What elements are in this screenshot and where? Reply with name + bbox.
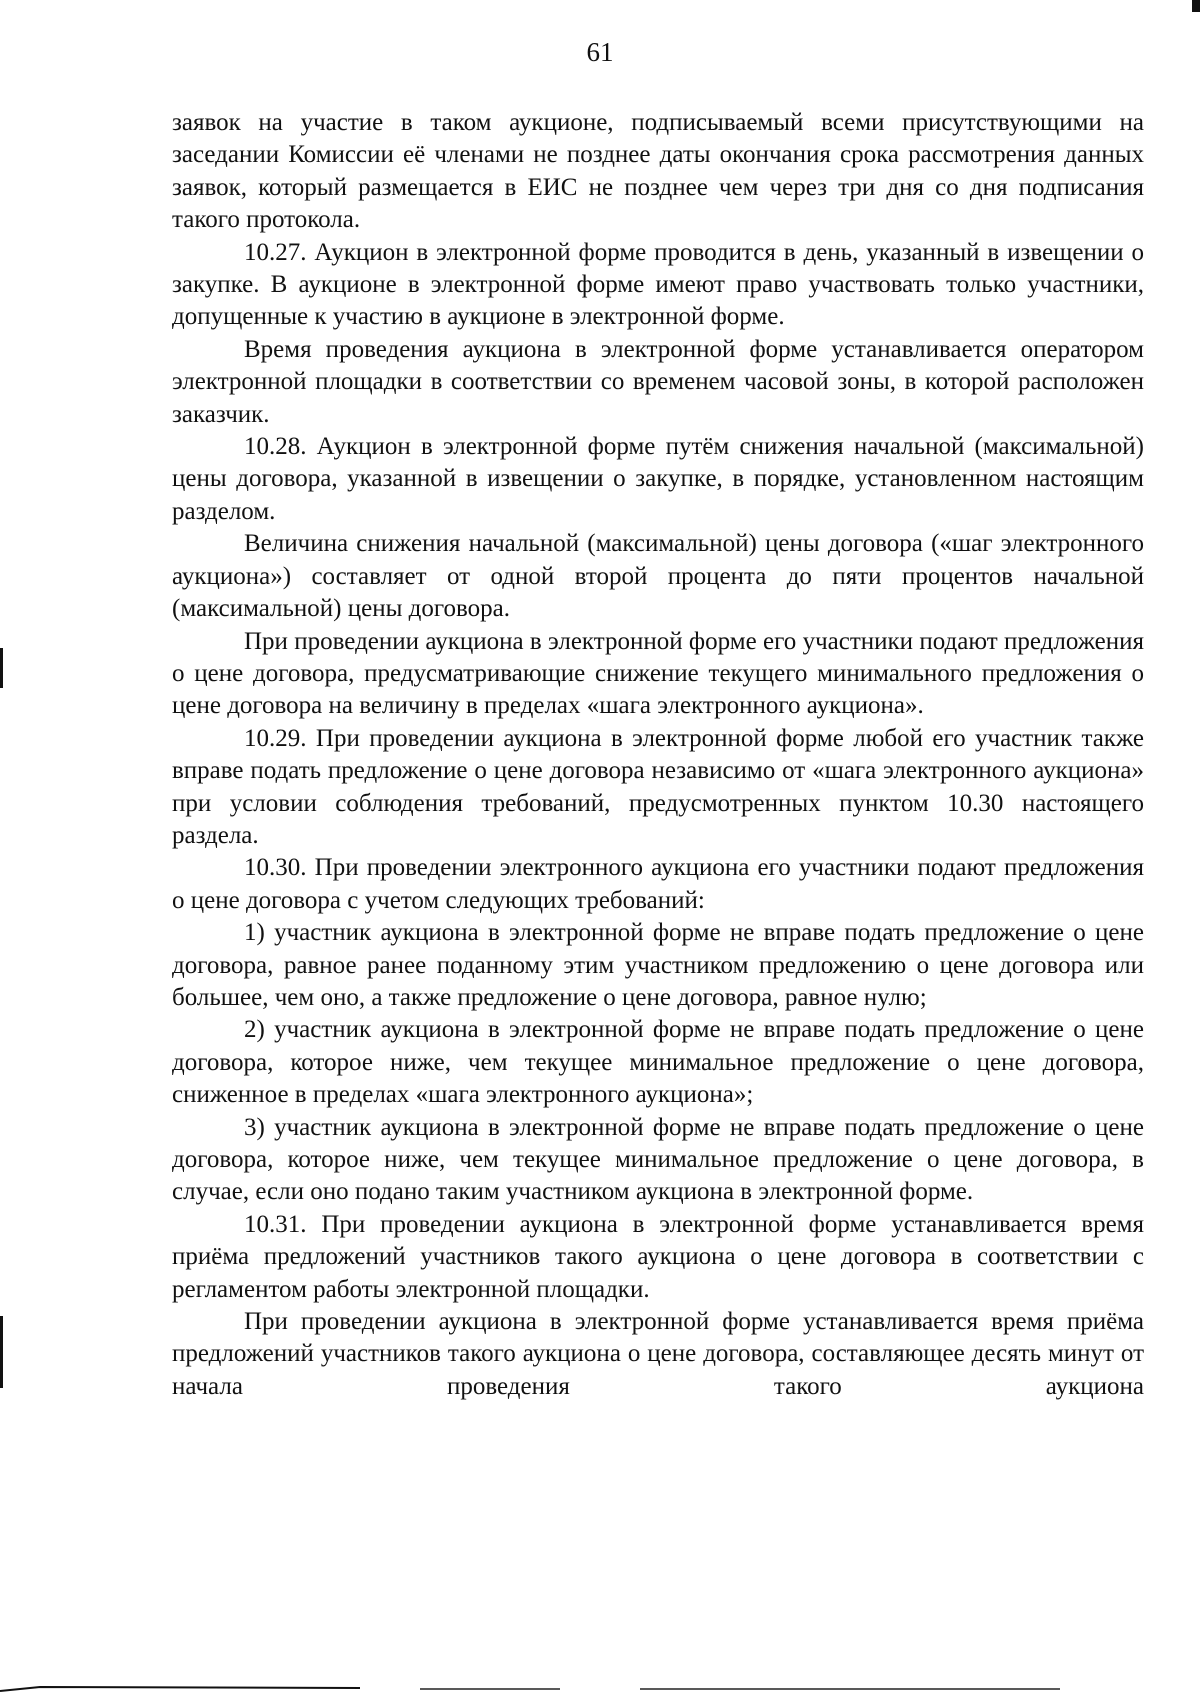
paragraph-10-31: 10.31. При проведении аукциона в электронной форме устанавливается время приёма предложений участников такого аукциона о цене договора в соответствии с регламентом работы электронной площадки. <box>172 1210 1144 1303</box>
page-number: 61 <box>586 37 614 67</box>
scan-edge-mark-left-lower <box>0 1316 3 1388</box>
paragraph-10-28: 10.28. Аукцион в электронной форме путём снижения начальной (максимальной) цены договора, указанной в извещении о закупке, в порядке, установленном настоящим разделом. <box>172 433 1144 525</box>
scan-bottom-edge <box>0 1686 1200 1692</box>
scan-edge-mark-top <box>1192 0 1200 12</box>
list-item-3: 3) участник аукциона в электронной форме не вправе подать предложение о цене договора, которое ниже, чем текущее минимальное предложение о цене договора, в случае, если оно подано таким участником аукциона в электронной форме. <box>172 1113 1144 1206</box>
paragraph-auction-step: Величина снижения начальной (максимальной) цены договора («шаг электронного аукциона») составляет от одной второй процента до пяти процентов начальной (максимальной) цены договора. <box>172 530 1144 623</box>
paragraph-10-29: 10.29. При проведении аукциона в электронной форме любой его участник также вправе подать предложение о цене договора независимо от «шага электронного аукциона» при условии соблюдения требований, предусмотренных пунктом 10.30 настоящего раздела. <box>172 724 1144 849</box>
paragraph-10-27: 10.27. Аукцион в электронной форме проводится в день, указанный в извещении о закупке. В аукционе в электронной форме имеют право участвовать только участники, допущенные к участию в аукционе в электронной форме. <box>172 238 1144 331</box>
list-item-2: 2) участник аукциона в электронной форме не вправе подать предложение о цене договора, которое ниже, чем текущее минимальное предложение о цене договора, сниженное в пределах «шага электронного аукциона»; <box>172 1016 1144 1109</box>
paragraph-offer-time: При проведении аукциона в электронной форме устанавливается время приёма предложений участников такого аукциона о цене договора, составляющее десять минут от начала проведения такого аукциона <box>172 1308 1144 1400</box>
list-item-1: 1) участник аукциона в электронной форме не вправе подать предложение о цене договора, равное ранее поданному этим участником предложению о цене договора или большее, чем оно, а также предложение о цене договора, равное нулю; <box>172 919 1144 1011</box>
paragraph-price-offers: При проведении аукциона в электронной форме его участники подают предложения о цене договора, предусматривающие снижение текущего минимального предложения о цене договора на величину в пределах «шага электронного аукциона». <box>172 627 1144 720</box>
scan-edge-mark-left <box>0 648 3 688</box>
paragraph-auction-time: Время проведения аукциона в электронной форме устанавливается оператором электронной площадки в соответствии со временем часовой зоны, в которой расположен заказчик. <box>172 335 1144 428</box>
paragraph-10-30: 10.30. При проведении электронного аукциона его участники подают предложения о цене договора с учетом следующих требований: <box>172 854 1144 914</box>
document-body <box>172 107 1144 1403</box>
paragraph-continuation: заявок на участие в таком аукционе, подписываемый всеми присутствующими на заседании Комиссии её членами не позднее даты окончания срока рассмотрения данных заявок, который размещается в ЕИС не позднее чем через три дня со дня подписания такого протокола. <box>172 109 1144 234</box>
